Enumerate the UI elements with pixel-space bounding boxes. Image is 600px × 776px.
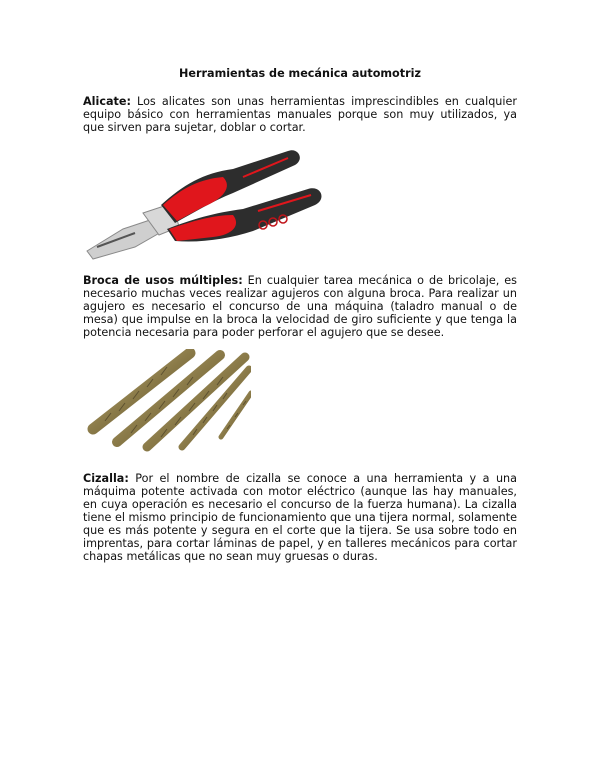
text-cizalla: Por el nombre de cizalla se conoce a una herramienta y a una máquima potente activada con motor eléctrico (aunque las hay manuales, en cuya operación es necesario el concurso de la fuerza humana). La cizalla tiene el mismo principio de funcionamiento que una tijera normal, solamente que es más potente y segura en el corte que la tijera. Se usa sobre todo en imprentas, para cortar láminas de papel, y en talleres mecánicos para cortar chapas metálicas que no sean muy gruesas o duras. [83, 472, 517, 563]
drill-bits-image [85, 349, 251, 457]
paragraph-broca [83, 274, 517, 339]
text-broca: En cualquier tarea mecánica o de bricolaje, es necesario muchas veces realizar agujeros con alguna broca. Para realizar un agujero es necesario el concurso de una máquina (taladro manual o de mesa) que impulse en la broca la velocidad de giro suficiente y que tenga la potencia necesaria para poder perforar el agujero que se desee. [83, 274, 517, 339]
term-cizalla: Cizalla: [83, 472, 129, 485]
paragraph-cizalla [83, 472, 517, 563]
document-title: Herramientas de mecánica automotriz [179, 67, 421, 80]
pliers-image [83, 143, 331, 265]
term-broca: Broca de usos múltiples: [83, 274, 243, 287]
term-alicate: Alicate: [83, 95, 131, 108]
paragraph-alicate [83, 95, 517, 134]
text-alicate: Los alicates son unas herramientas imprescindibles en cualquier equipo básico con herramientas manuales porque son muy utilizados, ya que sirven para sujetar, doblar o cortar. [83, 95, 517, 134]
